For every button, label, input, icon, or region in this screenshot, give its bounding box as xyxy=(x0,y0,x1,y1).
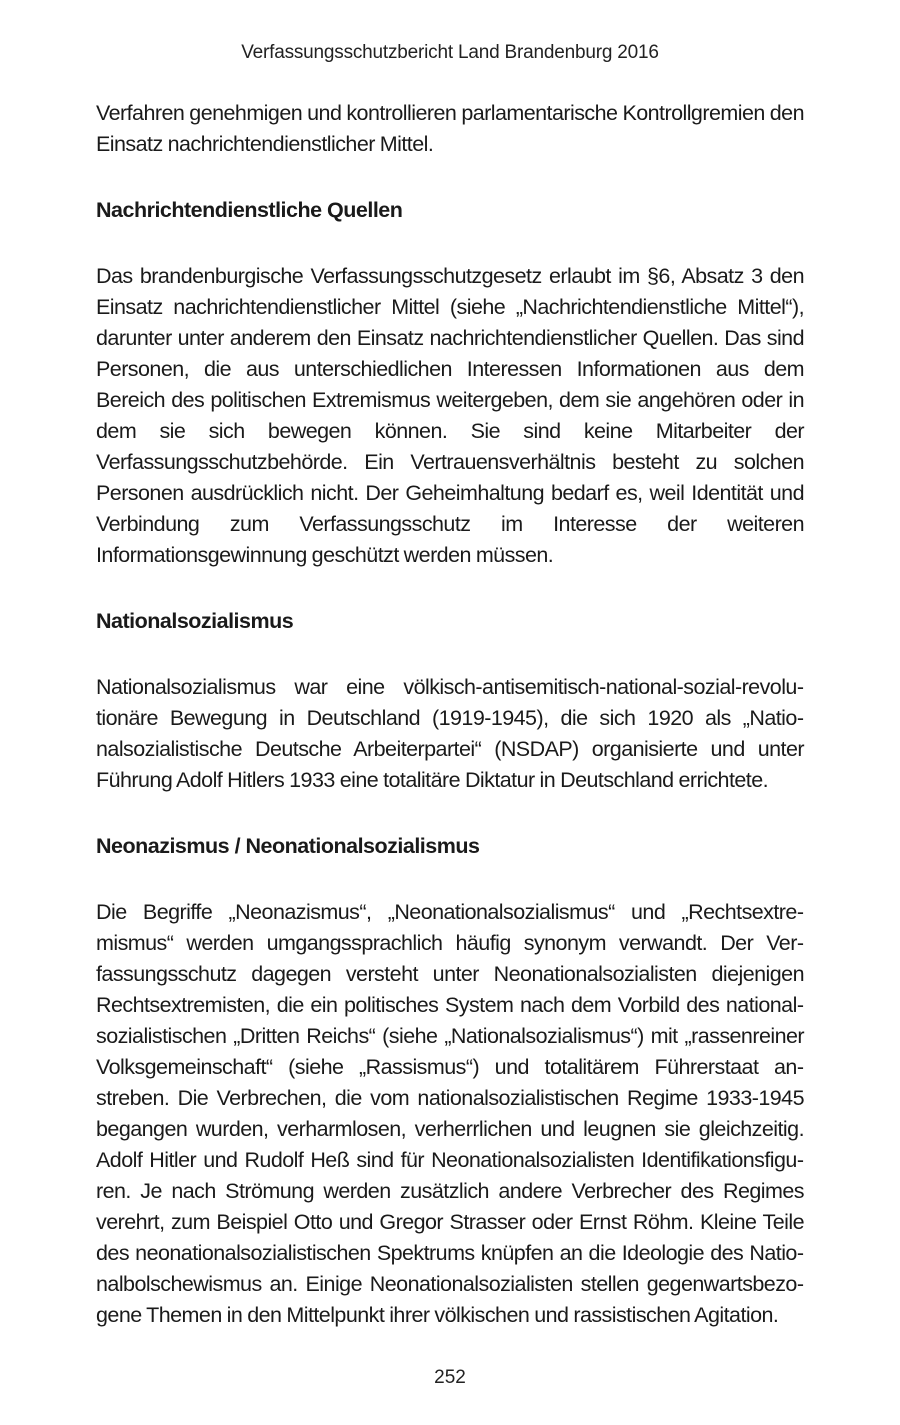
page-number: 252 xyxy=(434,1367,466,1388)
spacer xyxy=(96,571,804,606)
spacer xyxy=(96,796,804,831)
section-heading-nationalsozialismus: Nationalsozialismus xyxy=(96,609,294,633)
spacer xyxy=(96,160,804,195)
spacer xyxy=(96,862,804,897)
spacer xyxy=(96,637,804,672)
spacer xyxy=(96,226,804,261)
section-body-quellen: Das brandenburgische Verfassungsschutzgesetz erlaubt im §6, Absatz 3 den Einsatz nachrichtendienstlicher Mittel (siehe „Nachrichtendienstliche Mittel“), darunter unter anderem den Einsatz nachrichtendienstlicher Quellen. Das sind Personen, die aus unterschiedlichen Interessen Informationen aus dem Bereich des politischen Extremismus weitergeben, dem sie angehören oder in dem sie sich bewegen können. Sie sind keine Mitarbeiter der Verfassungsschutzbehörde. Ein Vertrauensverhältnis besteht zu solchen Personen ausdrücklich nicht. Der Geheimhaltung bedarf es, weil Identität und Verbindung zum Verfassungsschutz im Interesse der weiteren Informationsgewinnung geschützt werden müssen. xyxy=(96,264,804,567)
running-header: Verfassungsschutzbericht Land Brandenburg 2016 xyxy=(241,42,659,63)
section-heading-quellen: Nachrichtendienstliche Quellen xyxy=(96,198,403,222)
section-heading-neonazismus: Neonazismus / Neonationalsozialismus xyxy=(96,834,480,858)
intro-paragraph: Verfahren genehmigen und kontrollieren parlamentarische Kontrollgremien den Einsatz nachrichtendienstlicher Mittel. xyxy=(96,101,804,156)
page-content xyxy=(96,98,804,1331)
section-body-nationalsozialismus: Nationalsozialismus war eine völkisch-antisemitisch-national-sozial-revolutionäre Bewegung in Deutschland (1919-1945), die sich 1920 als „Nationalsozialistische Deutsche Arbeiterpartei“ (NSDAP) organisierte und unter Führung Adolf Hitlers 1933 eine totalitäre Diktatur in Deutschland errichtete. xyxy=(96,675,804,792)
section-body-neonazismus: Die Begriffe „Neonazismus“, „Neonationalsozialismus“ und „Rechtsextremismus“ werden umgangssprachlich häufig synonym verwandt. Der Verfassungsschutz dagegen versteht unter Neonationalsozialisten diejenigen Rechtsextremisten, die ein politisches System nach dem Vorbild des nationalsozialistischen „Dritten Reichs“ (siehe „Nationalsozialismus“) mit „rassenreiner Volksgemeinschaft“ (siehe „Rassismus“) und totalitärem Führerstaat anstreben. Die Verbrechen, die vom nationalsozialistischen Regime 1933-1945 begangen wurden, verharmlosen, verherrlichen und leugnen sie gleichzeitig. Adolf Hitler und Rudolf Heß sind für Neonationalsozialisten Identifikationsfiguren. Je nach Strömung werden zusätzlich andere Verbrecher des Regimes verehrt, zum Beispiel Otto und Gregor Strasser oder Ernst Röhm. Kleine Teile des neonationalsozialistischen Spektrums knüpfen an die Ideologie des Nationalbolschewismus an. Einige Neonationalsozialisten stellen gegenwartsbezogene Themen in den Mittelpunkt ihrer völkischen und rassistischen Agitation. xyxy=(96,900,804,1327)
